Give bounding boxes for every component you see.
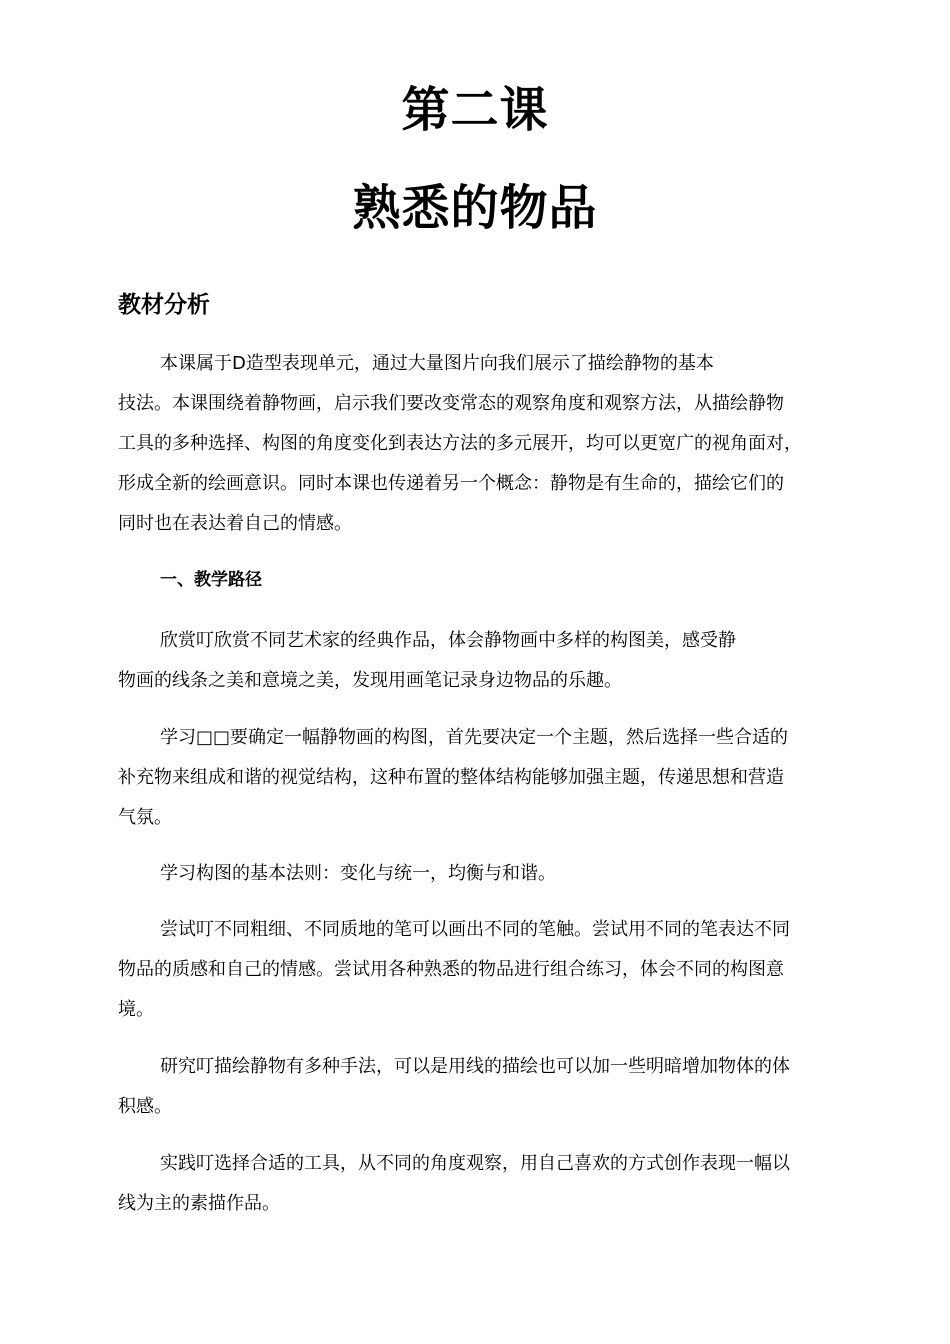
paragraph-line: 境。: [118, 999, 154, 1020]
lesson-number-title: 第二课: [401, 82, 549, 138]
paragraph-line: 气氛。: [118, 807, 172, 828]
paragraph-line: 学习构图的基本法则：变化与统一，均衡与和谐。: [160, 863, 556, 884]
paragraph-line: 积感。: [118, 1096, 172, 1117]
paragraph-line: 欣赏叮欣赏不同艺术家的经典作品，体会静物画中多样的构图美，感受静: [160, 630, 736, 651]
paragraph-line: 物品的质感和自己的情感。尝试用各种熟悉的物品进行组合练习，体会不同的构图意: [118, 959, 784, 980]
sub-heading: 一、教学路径: [160, 570, 262, 590]
paragraph-line: 学习□□要确定一幅静物画的构图，首先要决定一个主题，然后选择一些合适的: [160, 727, 789, 748]
paragraph-line: 工具的多种选择、构图的角度变化到表达方法的多元展开，均可以更宽广的视角面对，: [118, 433, 802, 454]
paragraph-line: 技法。本课围绕着静物画，启示我们要改变常态的观察角度和观察方法，从描绘静物: [118, 393, 784, 414]
paragraph-line: 物画的线条之美和意境之美，发现用画笔记录身边物品的乐趣。: [118, 670, 622, 691]
paragraph-line: 研究叮描绘静物有多种手法，可以是用线的描绘也可以加一些明暗增加物体的体: [160, 1056, 790, 1077]
paragraph-line: 形成全新的绘画意识。同时本课也传递着另一个概念：静物是有生命的，描绘它们的: [118, 473, 784, 494]
lesson-name-title: 熟悉的物品: [352, 180, 598, 236]
paragraph-line: 补充物来组成和谐的视觉结构，这种布置的整体结构能够加强主题，传递思想和营造: [118, 767, 784, 788]
paragraph-line: 实践叮选择合适的工具，从不同的角度观察，用自己喜欢的方式创作表现一幅以: [160, 1153, 790, 1174]
paragraph-line: 尝试叮不同粗细、不同质地的笔可以画出不同的笔触。尝试用不同的笔表达不同: [160, 919, 790, 940]
paragraph-line: 线为主的素描作品。: [118, 1193, 280, 1214]
paragraph-line: 本课属于D造型表现单元，通过大量图片向我们展示了描绘静物的基本: [160, 353, 714, 374]
section-heading: 教材分析: [118, 292, 210, 318]
paragraph-line: 同时也在表达着自己的情感。: [118, 513, 352, 534]
